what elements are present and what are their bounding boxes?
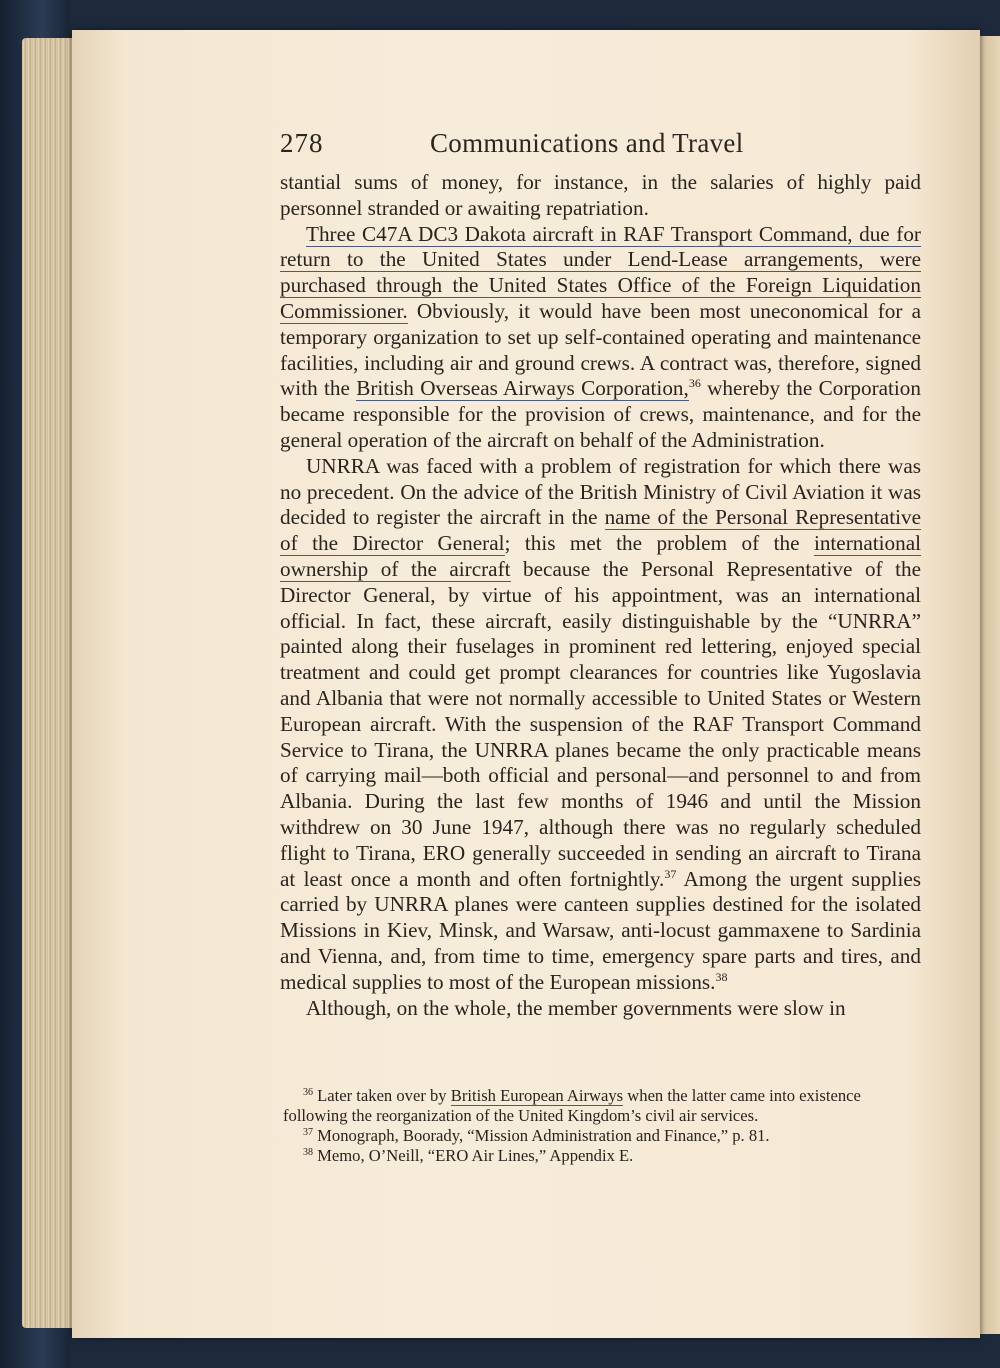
paragraph-4 bbox=[280, 996, 921, 1022]
body-text bbox=[280, 170, 921, 1021]
underlined-bea: British European Airways bbox=[450, 1086, 624, 1105]
underlined-aircraft-purchase: Three C47A DC3 Dakota aircraft in RAF Transport Command, due for return to the United States under Lend-Lease arrangements, were purchased through the United States Office of the Foreign Liquidation Commissioner. bbox=[280, 221, 921, 323]
footnote-ref-38: 38 bbox=[715, 969, 728, 984]
underlined-personal-representative: name of the Personal Representative of the Director General bbox=[280, 505, 921, 556]
paragraph-2 bbox=[280, 222, 921, 454]
paragraph-2-text-a: Obviously, it would have been most uneconomical for a temporary organization to set up self-contained operating and maintenance facilities, including air and ground crews. A contract was, therefore, signed with the bbox=[280, 298, 921, 401]
underlined-boac: British Overseas Airways Corporation, bbox=[356, 376, 689, 401]
paragraph-2-text-b: whereby the Corporation became responsible for the provision of crews, maintenance, and for the general operation of the aircraft on behalf of the Administration. bbox=[280, 376, 921, 452]
paragraph-3-text-d: Among the urgent supplies carried by UNRRA planes were canteen supplies destined for the isolated Missions in Kiev, Minsk, and Warsaw, anti-locust gammaxene to Sardinia and Vienna, and, from time to time, emergency spare parts and tires, and medical supplies to most of the European missions. bbox=[280, 866, 921, 994]
footnote-37 bbox=[283, 1126, 923, 1146]
paragraph-3 bbox=[280, 454, 921, 996]
footnote-36 bbox=[283, 1086, 923, 1126]
footnote-36-number: 36 bbox=[303, 1087, 313, 1098]
paragraph-3-text-b: ; this met the problem of the bbox=[504, 531, 814, 556]
footnote-38-number: 38 bbox=[303, 1147, 313, 1158]
footnote-37-number: 37 bbox=[303, 1127, 313, 1138]
running-header bbox=[280, 128, 920, 159]
paragraph-1-text: stantial sums of money, for instance, in the salaries of highly paid personnel stranded or awaiting repatriation. bbox=[280, 170, 921, 220]
footnote-37-text: Monograph, Boorady, “Mission Administration and Finance,” p. 81. bbox=[313, 1126, 770, 1145]
footnote-36-text-a: Later taken over by bbox=[313, 1086, 451, 1105]
paragraph-1 bbox=[280, 170, 921, 222]
footnote-38 bbox=[283, 1146, 923, 1166]
footnote-ref-37: 37 bbox=[664, 866, 677, 881]
paragraph-3-text-a: UNRRA was faced with a problem of registration for which there was no precedent. On the advice of the British Ministry of Civil Aviation it was decided to register the aircraft in the bbox=[280, 453, 921, 530]
footnote-38-text: Memo, O’Neill, “ERO Air Lines,” Appendix E. bbox=[313, 1146, 634, 1165]
running-title: Communications and Travel bbox=[430, 128, 744, 158]
underlined-international-ownership: international ownership of the aircraft bbox=[280, 531, 922, 581]
paragraph-3-text-c: because the Personal Representative of the Director General, by virtue of his appointment, was an international official. In fact, these aircraft, easily distinguishable by the “UNRRA” painted along their fuselages in prominent red lettering, enjoyed special treatment and could get prompt clearances for countries like Yugoslavia and Albania that were not normally accessible to United States or Western European aircraft. With the suspension of the RAF Transport Command Service to Tirana, the UNRRA planes became the only practicable means of carrying mail—both official and personal—and personnel to and from Albania. During the last few months of 1946 and until the Mission withdrew on 30 June 1947, although there was no regularly scheduled flight to Tirana, ERO generally succeeded in sending an aircraft to Tirana at least once a month and often fortnightly. bbox=[280, 556, 921, 891]
footnote-ref-36: 36 bbox=[688, 376, 701, 391]
page-number: 278 bbox=[280, 128, 324, 158]
paragraph-4-text: Although, on the whole, the member governments were slow in bbox=[306, 995, 846, 1020]
footnote-36-text-b: when the latter came into existence following the reorganization of the United Kingdom’s civil air services. bbox=[283, 1086, 861, 1125]
footnotes bbox=[283, 1086, 923, 1166]
